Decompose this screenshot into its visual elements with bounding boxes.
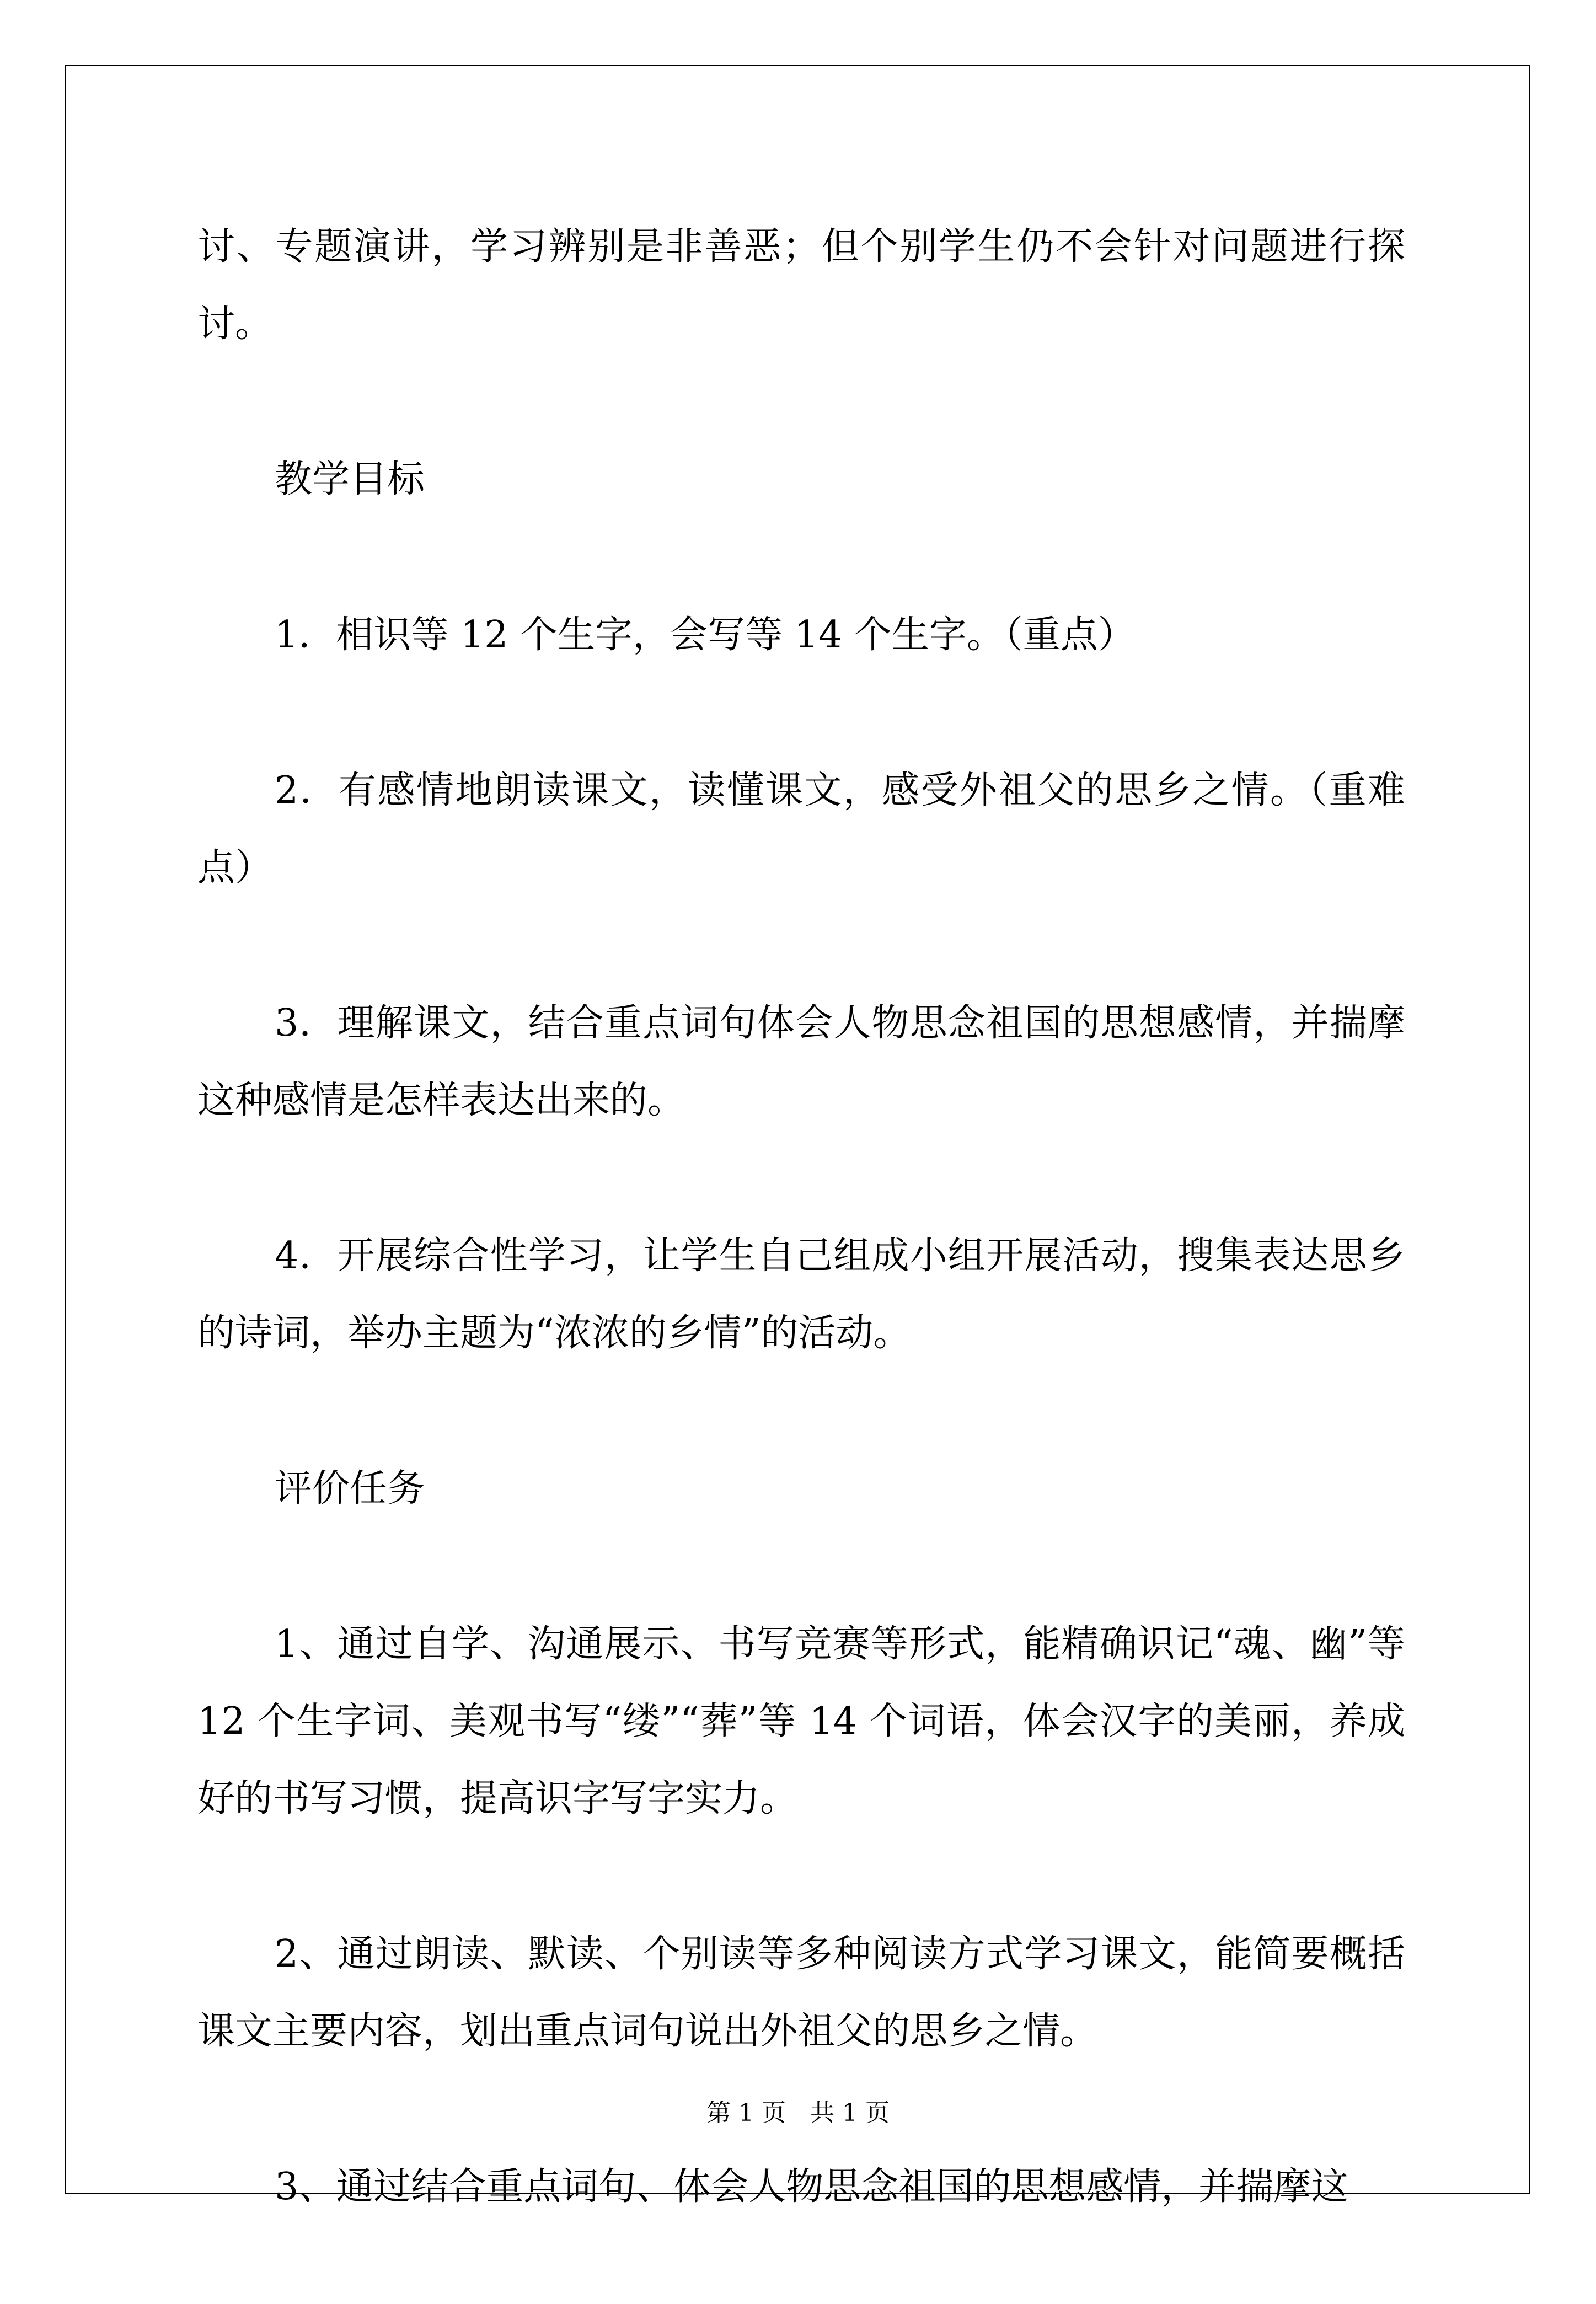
paragraph: 4．开展综合性学习，让学生自己组成小组开展活动，搜集表达思乡的诗词，举办主题为“浓浓的乡情”的活动。	[197, 1234, 1405, 1355]
paragraph: 讨、专题演讲，学习辨别是非善恶；但个别学生仍不会针对问题进行探讨。	[197, 225, 1405, 346]
paragraph: 2、通过朗读、默读、个别读等多种阅读方式学习课文，能简要概括课文主要内容，划出重点词句说出外祖父的思乡之情。	[197, 1932, 1405, 2053]
section-heading-teaching-goals: 教学目标	[275, 458, 425, 501]
paragraph: 1．相识等 12 个生字，会写等 14 个生字。（重点）	[275, 613, 1136, 657]
document-body	[197, 208, 1405, 2304]
paragraph: 3、通过结合重点词句、体会人物思念祖国的思想感情，并揣摩这	[275, 2165, 1349, 2209]
page-number-footer: 第 1 页 共 1 页	[706, 2099, 890, 2127]
section-heading-assessment-tasks: 评价任务	[275, 1467, 425, 1510]
paragraph: 1、通过自学、沟通展示、书写竞赛等形式，能精确识记“魂、幽”等 12 个生字词、美观书写“缕”“葬”等 14 个词语，体会汉字的美丽，养成好的书写习惯，提高识字写字实力。	[197, 1622, 1405, 1820]
paragraph: 3．理解课文，结合重点词句体会人物思念祖国的思想感情，并揣摩这种感情是怎样表达出来的。	[197, 1001, 1405, 1122]
paragraph: 2．有感情地朗读课文，读懂课文，感受外祖父的思乡之情。（重难点）	[197, 769, 1405, 890]
